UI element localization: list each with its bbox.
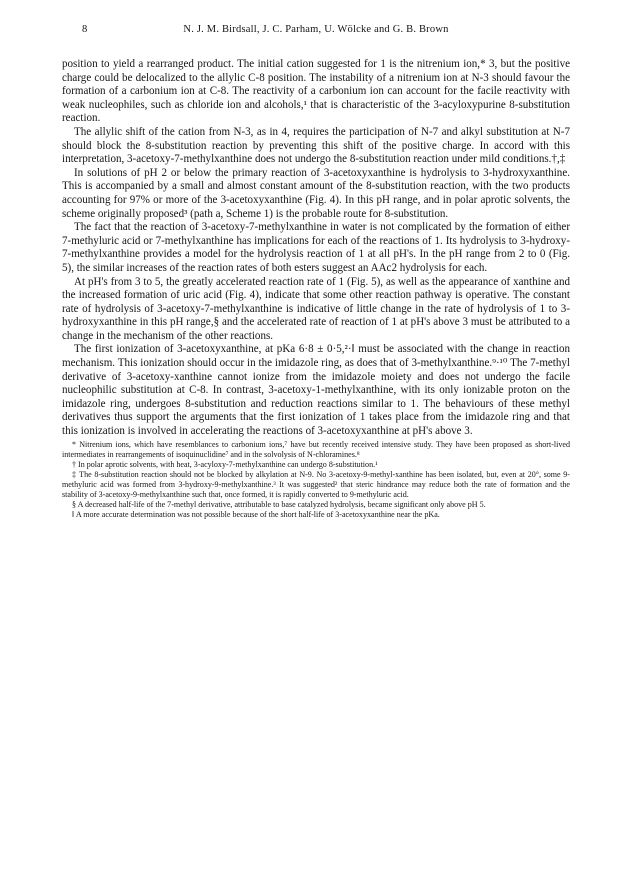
author-line: N. J. M. Birdsall, J. C. Parham, U. Wölcke and G. B. Brown [183,24,449,35]
body-paragraph: At pH's from 3 to 5, the greatly accelerated reaction rate of 1 (Fig. 5), as well as the appearance of xanthine and the increased formation of uric acid (Fig. 4), indicate that some other reaction pathway is operative. The constant rate of hydrolysis of 3-acetoxy-7-methylxanthine is indicative of little change in the rate of hydrolysis of 1 to 3-hydroxyxanthine in this pH range,§ and the accelerated rate of reaction of 1 at pH's above 3 must be attributed to a change in the mechanism of the other reactions. [62,275,570,342]
body-paragraph: In solutions of pH 2 or below the primary reaction of 3-acetoxyxanthine is hydrolysis to 3-hydroxyxanthine. This is accompanied by a small and almost constant amount of the 8-substitution reaction, with the two products accounting for 97% or more of the 3-acetoxyxanthine (Fig. 4). In this pH range, and in polar aprotic solvents, the scheme originally proposed³ (path a, Scheme 1) is the probable route for 8-substitution. [62,166,570,220]
article-body [62,58,570,520]
running-head [62,24,570,40]
footnote: † In polar aprotic solvents, with heat, 3-acyloxy-7-methylxanthine can undergo 8-substitution.¹ [72,459,378,469]
footnote: * Nitrenium ions, which have resemblances to carbonium ions,⁷ have but recently received intensive study. They have been proposed as short-lived intermediates in rearrangements of isoquinuclidine⁷ and in the solvolysis of N-chloramines.⁸ [62,439,570,459]
footnote: § A decreased half-life of the 7-methyl derivative, attributable to base catalyzed hydrolysis, became significant only above pH 5. [72,500,486,510]
body-paragraph: The fact that the reaction of 3-acetoxy-7-methylxanthine in water is not complicated by the formation of either 7-methyluric acid or 7-methylxanthine has implications for each of the reactions of 1. Its hydrolysis to 3-hydroxy-7-methylxanthine provides a model for the hydrolysis reaction of 1 at all pH's. In the pH range from 2 to 0 (Fig. 5), the similar increases of the reaction rates of both esters suggest an AAc2 hydrolysis for each. [62,221,570,274]
page-number: 8 [82,24,88,35]
body-paragraph: The first ionization of 3-acetoxyxanthine, at pKa 6·8 ± 0·5,²·‖ must be associated with the change in reaction mechanism. This ionization should occur in the imidazole ring, as does that of 3-methylxanthine.⁹·¹⁰ The 7-methyl derivative of 3-acetoxy-xanthine cannot ionize from the imidazole moiety and does not undergo the facile nucleophilic substitution at C-8. In contrast, 3-acetoxy-1-methylxanthine, with its only ionizable proton on the imidazole ring, undergoes 8-substitution and reduction reactions similar to 1. The behaviours of these methyl derivatives thus support the arguments that the first ionization of 1 takes place from the imidazole ring and that this ionization is involved in accelerating the reactions of 3-acetoxyxanthine at pH's above 3. [62,343,570,438]
footnotes [62,440,570,521]
body-paragraph: position to yield a rearranged product. The initial cation suggested for 1 is the nitrenium ion,* 3, but the positive charge could be delocalized to the allylic C-8 position. The instability of a nitrenium ion at N-3 should favour the formation of a carbonium ion at C-8. The reactivity of a carbonium ion can account for the facile reactivity with weak nucleophiles, such as chloride ion and alcohols,¹ that is characteristic of the 3-acyloxypurine 8-substitution reaction. [62,58,570,125]
footnote: ‡ The 8-substitution reaction should not be blocked by alkylation at N-9. No 3-acetoxy-9-methyl-xanthine has been isolated, but, even at 20°, some 9-methyluric acid was formed from 3-hydroxy-9-methylxanthine.³ It was suggested² that steric hindrance may reduce both the rate of formation and the stability of 3-acetoxy-9-methylxanthine such that, once formed, it is rapidly converted to 9-methyluric acid. [62,469,570,500]
footnote: ‖ A more accurate determination was not possible because of the short half-life of 3-acetoxyxanthine near the pKa. [72,510,440,520]
body-paragraph: The allylic shift of the cation from N-3, as in 4, requires the participation of N-7 and alkyl substitution at N-7 should block the 8-substitution reaction by preventing this shift of the positive charge. In accord with this interpretation, 3-acetoxy-7-methylxanthine does not undergo the 8-substitution reaction under mild conditions.†,‡ [62,125,570,166]
